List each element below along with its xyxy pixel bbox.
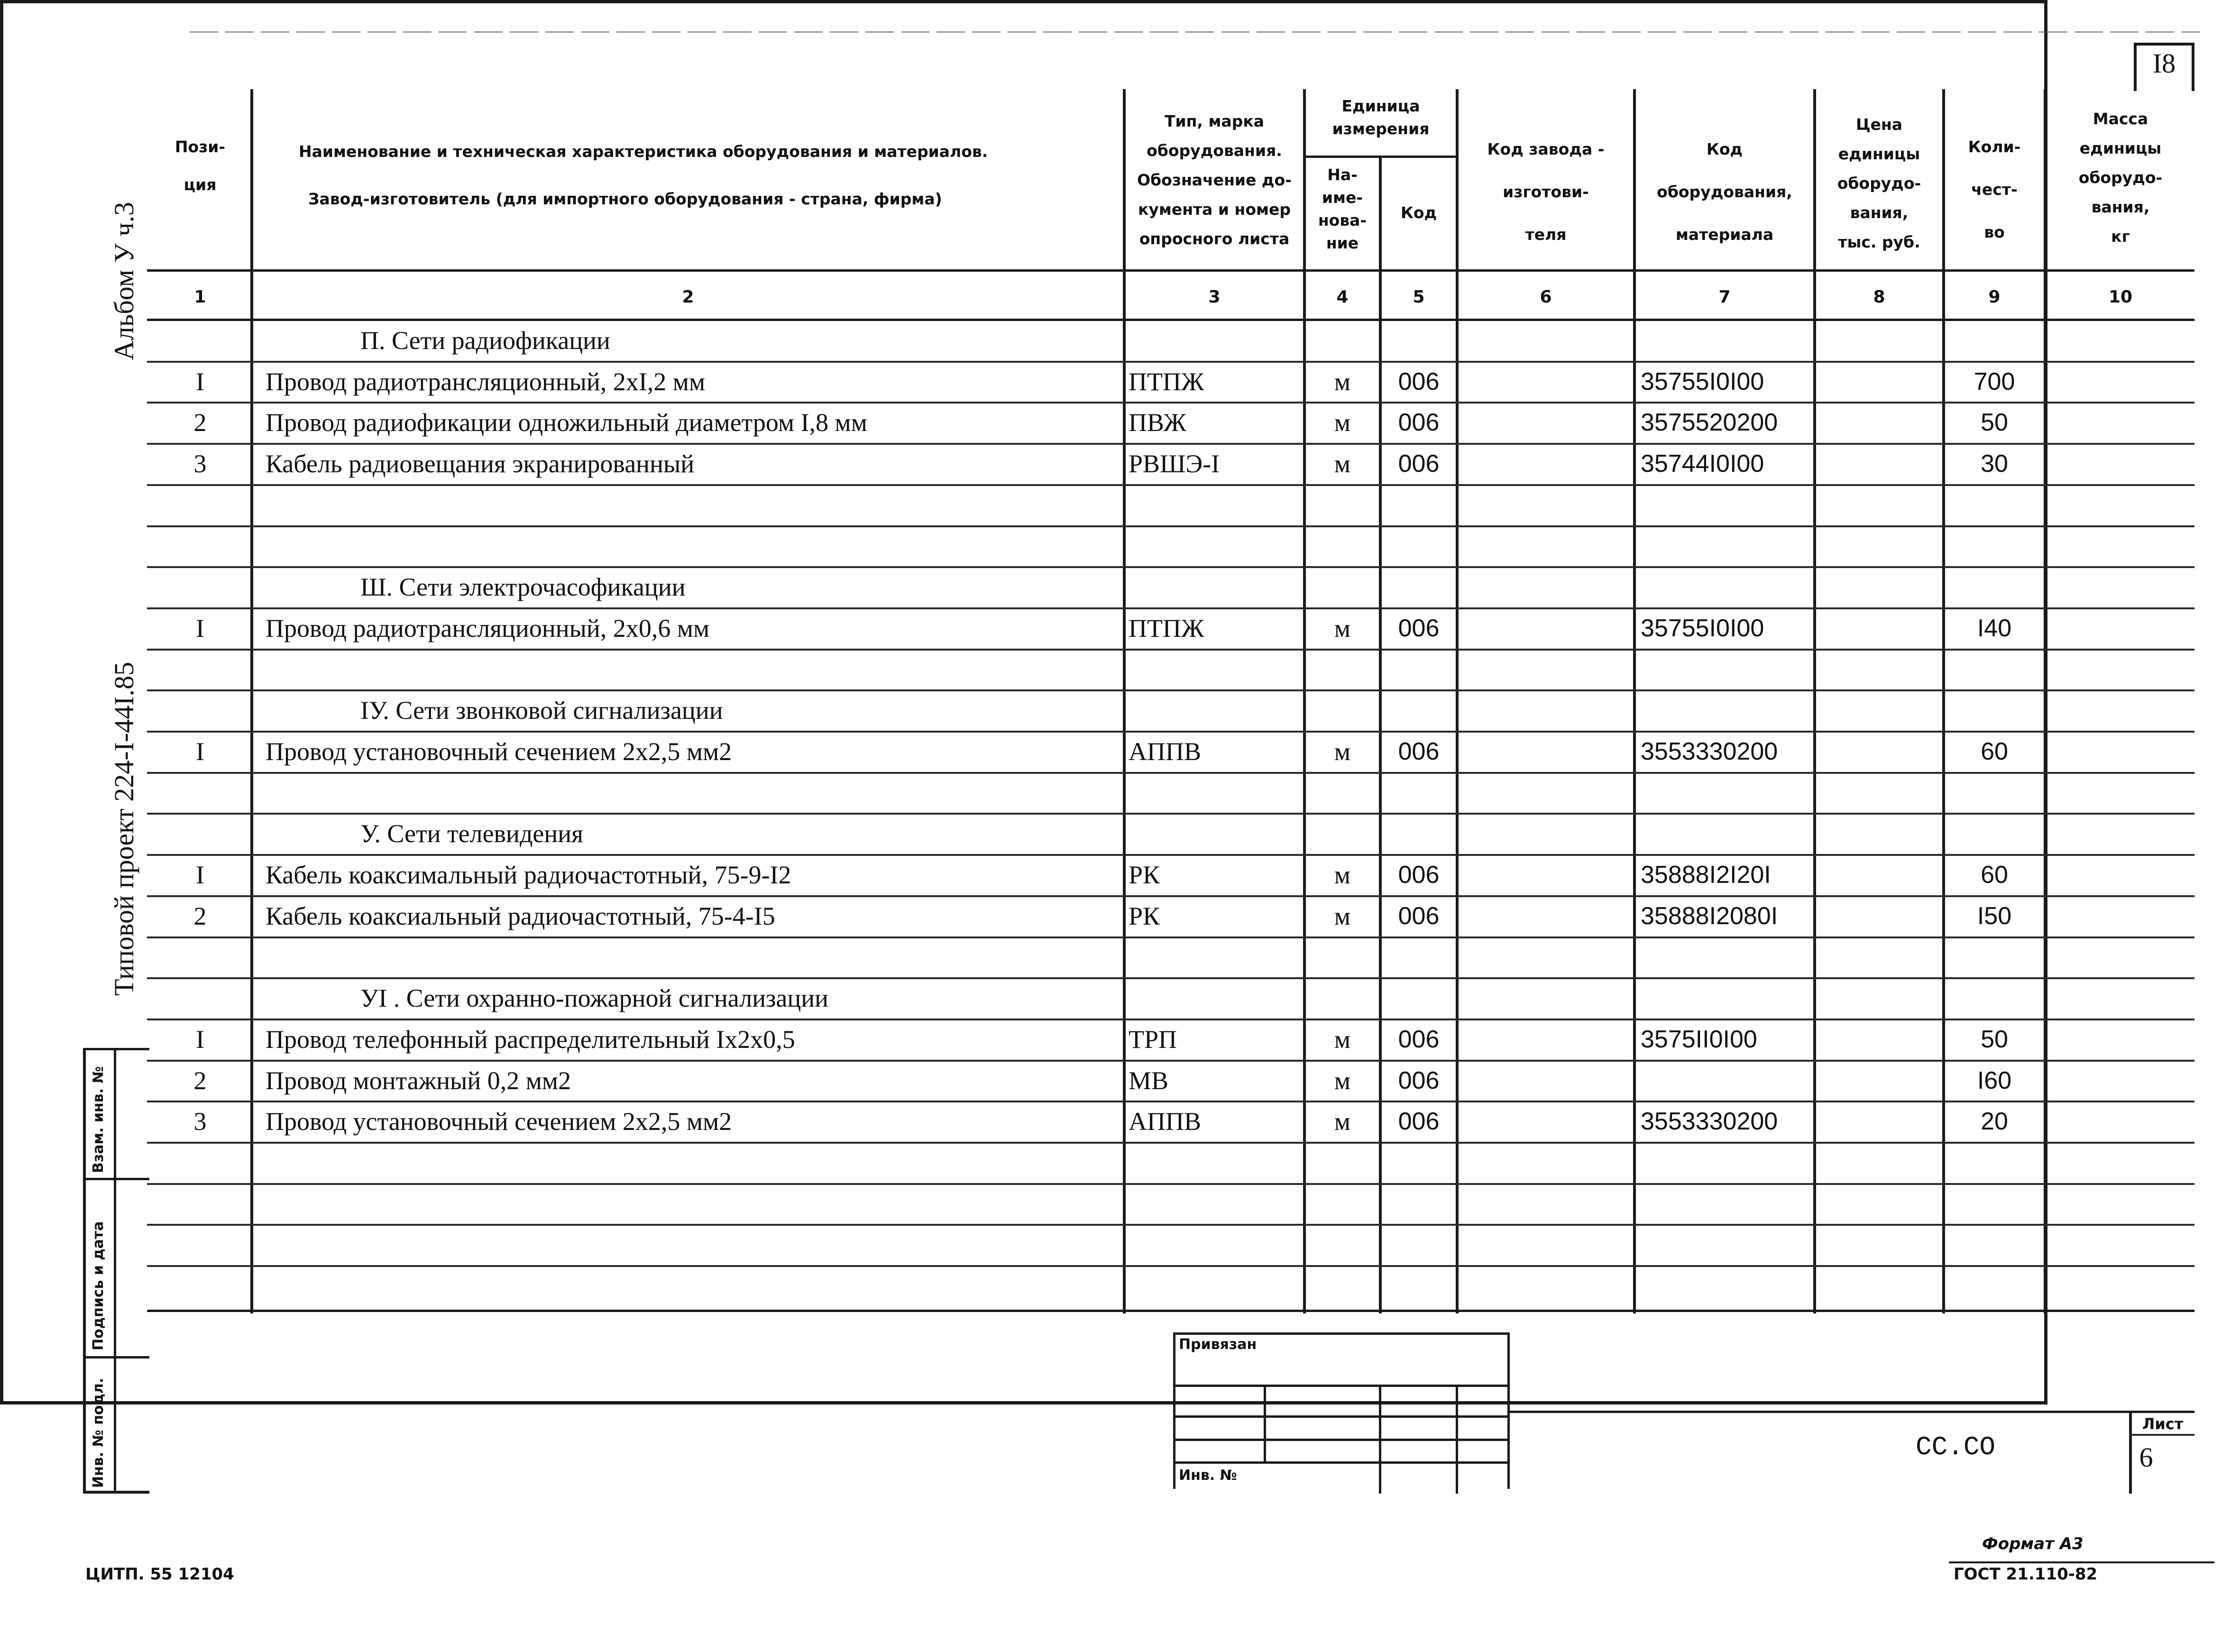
row-cell-unit: м	[1334, 408, 1351, 437]
document-code: СС.СО	[1916, 1432, 1996, 1462]
header-position: Пози- ция	[174, 138, 226, 194]
stamp-line-1	[1173, 1385, 1510, 1387]
vzam-inv-label: Взам. инв. №	[90, 1066, 107, 1173]
row-cell-name: Провод установочный сечением 2х2,5 мм2	[266, 1107, 732, 1136]
table-row-line	[147, 1183, 2194, 1185]
list-number: 6	[2139, 1442, 2153, 1473]
row-cell-pos: I	[196, 614, 204, 642]
col-line-5	[1456, 89, 1459, 1313]
stamp-vline-3	[1456, 1385, 1458, 1494]
table-row-line	[147, 1142, 2194, 1144]
stamp-vline-1	[1264, 1385, 1266, 1463]
row-cell-type: ПВЖ	[1129, 408, 1187, 437]
list-box-divider	[2129, 1434, 2194, 1436]
row-cell-type: АППВ	[1129, 1107, 1202, 1136]
col-line-2	[1123, 89, 1126, 1313]
header-factory-code: Код завода - изготови- теля	[1487, 140, 1605, 244]
row-cell-pos: 3	[193, 1107, 207, 1136]
row-cell-equip: 3553330200	[1641, 1108, 1778, 1136]
left-margin-inner-line	[114, 1048, 116, 1494]
row-cell-name: Провод радиотрансляционный, 2х0,6 мм	[266, 614, 710, 642]
colnum-5: 5	[1413, 287, 1425, 307]
header-unit-name: На- име- нова- ние	[1318, 165, 1367, 252]
row-cell-equip: 3553330200	[1641, 738, 1778, 765]
row-cell-code: 006	[1398, 902, 1440, 930]
row-cell-code: 006	[1398, 1025, 1440, 1053]
header-bottom	[147, 269, 2194, 272]
left-box-bottom	[83, 1491, 149, 1494]
row-cell-qty: 60	[1981, 738, 2008, 765]
row-cell-qty: 50	[1981, 409, 2008, 437]
row-cell-equip: 3575520200	[1641, 409, 1778, 437]
row-cell-qty: 30	[1981, 450, 2008, 478]
left-box-top	[83, 1048, 149, 1050]
row-cell-code: 006	[1398, 614, 1440, 642]
row-cell-code: 006	[1398, 1108, 1440, 1136]
row-cell-equip: 35888I2080I	[1641, 902, 1778, 930]
left-box-sep1	[83, 1178, 149, 1180]
row-cell-qty: 50	[1981, 1025, 2008, 1053]
row-cell-type: АППВ	[1129, 737, 1202, 766]
row-cell-type: ПТПЖ	[1129, 367, 1204, 396]
header-price: Цена единицы оборудо- вания, тыс. руб.	[1837, 115, 1921, 251]
sign-date-label: Подпись и дата	[90, 1221, 107, 1350]
row-cell-pos: 3	[193, 450, 207, 478]
header-quantity: Коли- чест- во	[1968, 138, 2021, 241]
row-cell-pos: 2	[193, 408, 207, 437]
row-cell-pos: I	[196, 367, 204, 396]
row-cell-equip: 3575II0I00	[1641, 1025, 1757, 1053]
header-mass: Масса единицы оборудо- вания, кг	[2078, 110, 2163, 246]
row-cell-qty: 20	[1981, 1108, 2008, 1136]
table-row-line	[147, 484, 2194, 486]
colnum-3: 3	[1208, 287, 1221, 307]
row-cell-equip: 35755I0I00	[1641, 367, 1764, 395]
row-cell-unit: м	[1334, 861, 1351, 890]
album-label: Альбом У ч.3	[109, 202, 139, 360]
row-cell-name: Провод монтажный 0,2 мм2	[266, 1066, 571, 1095]
colnum-6: 6	[1540, 287, 1552, 307]
header-name: Наименование и техническая характеристика оборудования и материалов. Завод-изготовитель (для импортного оборудования - страна, фирма)	[299, 142, 988, 208]
table-row-line	[147, 936, 2194, 938]
table-row-line	[147, 649, 2194, 651]
header-type: Тип, марка оборудования. Обозначение до- кумента и номер опросного листа	[1137, 112, 1292, 248]
colnum-9: 9	[1988, 287, 2001, 307]
row-cell-equip: 35755I0I00	[1641, 614, 1764, 642]
row-cell-equip: 35888I2I20I	[1641, 861, 1771, 889]
table-row-line	[147, 1265, 2194, 1267]
inv-orig-label: Инв. № подл.	[90, 1377, 107, 1488]
row-cell-name: Провод телефонный распределительный Iх2х0,5	[266, 1025, 795, 1054]
row-cell-type: РК	[1129, 861, 1160, 890]
row-cell-unit: м	[1334, 1107, 1351, 1136]
project-label: Типовой проект 224-I-44I.85	[109, 661, 139, 996]
stamp-inv-no-label: Инв. №	[1179, 1467, 1237, 1484]
row-cell-type: РК	[1129, 901, 1160, 930]
row-cell-unit: м	[1334, 737, 1351, 766]
row-cell-name: Провод радиофикации одножильный диаметром I,8 мм	[266, 408, 867, 437]
footer-format: Формат А3	[1982, 1534, 2084, 1553]
row-cell-name: Кабель коаксимальный радиочастотный, 75-9-I2	[266, 861, 791, 890]
row-cell-unit: м	[1334, 450, 1351, 478]
row-cell-code: 006	[1398, 861, 1440, 889]
row-cell-type: РВШЭ-I	[1129, 450, 1220, 478]
section-heading: У. Сети телевидения	[360, 819, 584, 848]
row-cell-unit: м	[1334, 1025, 1351, 1054]
col-line-7	[1813, 89, 1816, 1313]
table-row-line	[147, 525, 2194, 527]
row-cell-name: Кабель радиовещания экранированный	[266, 450, 695, 478]
sheet-number: I8	[2152, 48, 2176, 79]
left-box-sep2	[83, 1356, 149, 1358]
row-cell-type: ТРП	[1129, 1025, 1177, 1054]
col-line-9	[2044, 89, 2047, 1313]
row-cell-qty: I60	[1977, 1066, 2012, 1094]
unit-divider	[1303, 156, 1457, 158]
colnum-4: 4	[1336, 287, 1349, 307]
stamp-line-3	[1173, 1439, 1510, 1441]
row-cell-equip: 35744I0I00	[1641, 450, 1764, 478]
left-margin-line	[83, 1048, 86, 1494]
row-cell-pos: I	[196, 1025, 204, 1054]
title-block-top	[1510, 1411, 2194, 1413]
table-row-line	[147, 1224, 2194, 1226]
stamp-line-4	[1173, 1461, 1510, 1464]
footer-right-line	[1949, 1561, 2214, 1563]
row-cell-unit: м	[1334, 901, 1351, 930]
footer-left-code: ЦИТП. 55 12104	[85, 1565, 234, 1584]
list-label: Лист	[2142, 1415, 2184, 1433]
row-cell-name: Провод радиотрансляционный, 2хI,2 мм	[266, 367, 706, 396]
table-bottom	[147, 1310, 2194, 1312]
header-unit-code: Код	[1400, 203, 1437, 222]
header-equipment-code: Код оборудования, материала	[1657, 140, 1792, 244]
section-heading: IУ. Сети звонковой сигнализации	[360, 696, 723, 725]
footer-gost: ГОСТ 21.110-82	[1954, 1565, 2098, 1584]
colnum-10: 10	[2108, 287, 2133, 307]
row-cell-qty: I50	[1977, 902, 2012, 930]
stamp-line-2	[1173, 1415, 1510, 1418]
row-cell-type: ПТПЖ	[1129, 614, 1204, 642]
row-cell-name: Провод установочный сечением 2х2,5 мм2	[266, 737, 732, 766]
row-cell-name: Кабель коаксиальный радиочастотный, 75-4-I5	[266, 901, 775, 930]
stamp-privyazan-label: Привязан	[1179, 1336, 1257, 1353]
row-cell-qty: 700	[1974, 367, 2015, 395]
row-cell-code: 006	[1398, 409, 1440, 437]
row-cell-code: 006	[1398, 1066, 1440, 1094]
row-cell-qty: I40	[1977, 614, 2012, 642]
row-cell-code: 006	[1398, 738, 1440, 765]
top-dash-line	[190, 31, 2200, 33]
colnum-bottom	[147, 319, 2194, 321]
colnum-8: 8	[1873, 287, 1885, 307]
colnum-7: 7	[1718, 287, 1731, 307]
row-cell-pos: I	[196, 861, 204, 890]
row-cell-pos: I	[196, 737, 204, 766]
col-line-1	[250, 89, 253, 1313]
header-unit: Единица измерения	[1332, 97, 1430, 138]
colnum-1: 1	[194, 287, 206, 307]
section-heading: П. Сети радиофикации	[360, 326, 610, 355]
row-cell-code: 006	[1398, 367, 1440, 395]
row-cell-unit: м	[1334, 614, 1351, 642]
row-cell-type: МВ	[1129, 1066, 1169, 1095]
row-cell-unit: м	[1334, 367, 1351, 396]
stamp-vline-2	[1379, 1385, 1381, 1494]
stamp-privyazan-box	[1173, 1332, 1510, 1489]
row-cell-pos: 2	[193, 1066, 207, 1095]
section-heading: Ш. Сети электрочасофикации	[360, 573, 686, 602]
row-cell-unit: м	[1334, 1066, 1351, 1095]
row-cell-pos: 2	[193, 901, 207, 930]
col-line-6	[1633, 89, 1636, 1313]
colnum-2: 2	[682, 287, 694, 307]
row-cell-code: 006	[1398, 450, 1440, 478]
row-cell-qty: 60	[1981, 861, 2008, 889]
section-heading: УI . Сети охранно-пожарной сигнализации	[360, 984, 829, 1013]
table-row-line	[147, 772, 2194, 774]
